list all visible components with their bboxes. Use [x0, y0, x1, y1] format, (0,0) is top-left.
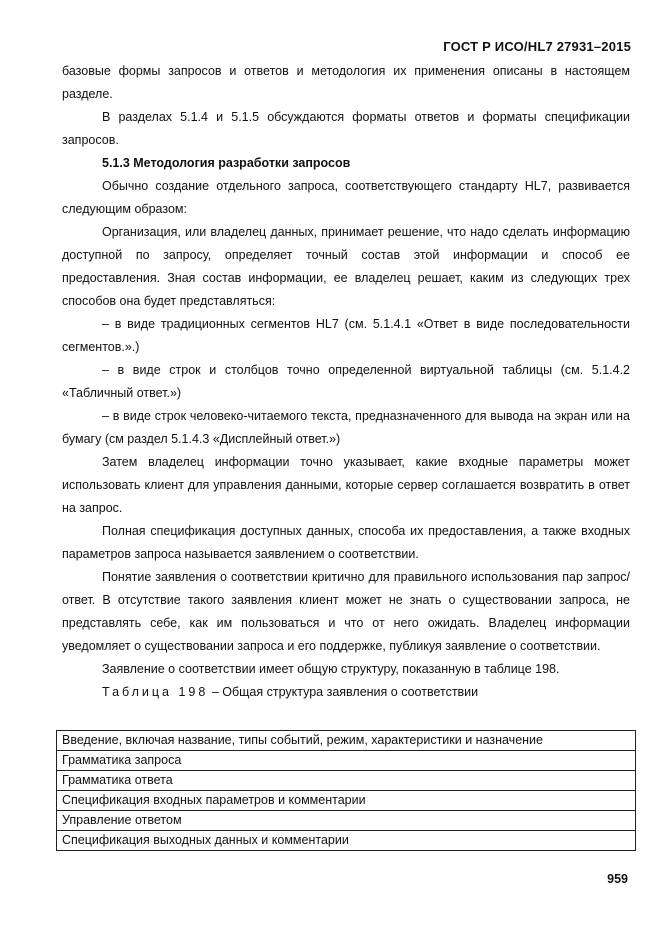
section-heading: 5.1.3 Методология разработки запросов	[102, 156, 351, 170]
table-caption-label: Таблица 198	[102, 685, 209, 699]
table-cell: Спецификация выходных данных и комментарии	[57, 831, 636, 851]
table-cell: Грамматика запроса	[57, 751, 636, 771]
paragraph-full-specification: Полная спецификация доступных данных, способа их предоставления, а также входных параметров запроса называется заявлением о соответствии.	[62, 524, 630, 561]
table-row	[57, 811, 636, 831]
table-row	[57, 751, 636, 771]
list-item-display: – в виде строк человеко-читаемого текста, предназначенного для вывода на экран или на бумагу (см раздел 5.1.4.3 «Дисплейный ответ.»)	[62, 409, 630, 446]
paragraph-conformance-statement: Понятие заявления о соответствии критично для правильного использования пар запрос/ответ. В отсутствие такого заявления клиент может не знать о существовании запроса, не представлять себе, как им пользоваться и что от него ожидать. Владелец информации уведомляет о существовании запроса и его поддержке, публикуя заявление о соответствии.	[62, 570, 630, 653]
list-item-segments: – в виде традиционных сегментов HL7 (см. 5.1.4.1 «Ответ в виде последовательности сегментов.».)	[62, 317, 630, 354]
table-cell: Грамматика ответа	[57, 771, 636, 791]
page-number: 959	[607, 872, 628, 886]
table-cell: Управление ответом	[57, 811, 636, 831]
conformance-structure-table	[56, 730, 636, 851]
paragraph-sections-reference: В разделах 5.1.4 и 5.1.5 обсуждаются форматы ответов и форматы спецификации запросов.	[62, 110, 630, 147]
table-cell: Спецификация входных параметров и комментарии	[57, 791, 636, 811]
table-row	[57, 791, 636, 811]
paragraph-intro-continuation: базовые формы запросов и ответов и методология их применения описаны в настоящем разделе.	[62, 64, 630, 101]
paragraph-data-owner: Организация, или владелец данных, принимает решение, что надо сделать информацию доступной по запросу, определяет точный состав этой информации и способ ее предоставления. Зная состав информации, ее владелец решает, каким из следующих трех способов она будет представляться:	[62, 225, 630, 308]
list-item-table: – в виде строк и столбцов точно определенной виртуальной таблицы (см. 5.1.4.2 «Табличный ответ.»)	[62, 363, 630, 400]
table-caption	[62, 681, 630, 704]
paragraph-general-structure: Заявление о соответствии имеет общую структуру, показанную в таблице 198.	[102, 662, 560, 676]
table-row	[57, 731, 636, 751]
table-caption-text: – Общая структура заявления о соответствии	[208, 685, 479, 699]
paragraph-input-parameters: Затем владелец информации точно указывает, какие входные параметры может использовать клиент для управления данными, которые сервер соглашается возвратить в ответ на запрос.	[62, 455, 630, 515]
page-body	[62, 60, 630, 704]
document-header: ГОСТ Р ИСО/HL7 27931–2015	[443, 39, 631, 54]
table-cell: Введение, включая название, типы событий, режим, характеристики и назначение	[57, 731, 636, 751]
paragraph-methodology-intro: Обычно создание отдельного запроса, соответствующего стандарту HL7, развивается следующим образом:	[62, 179, 630, 216]
table-row	[57, 771, 636, 791]
table-row	[57, 831, 636, 851]
